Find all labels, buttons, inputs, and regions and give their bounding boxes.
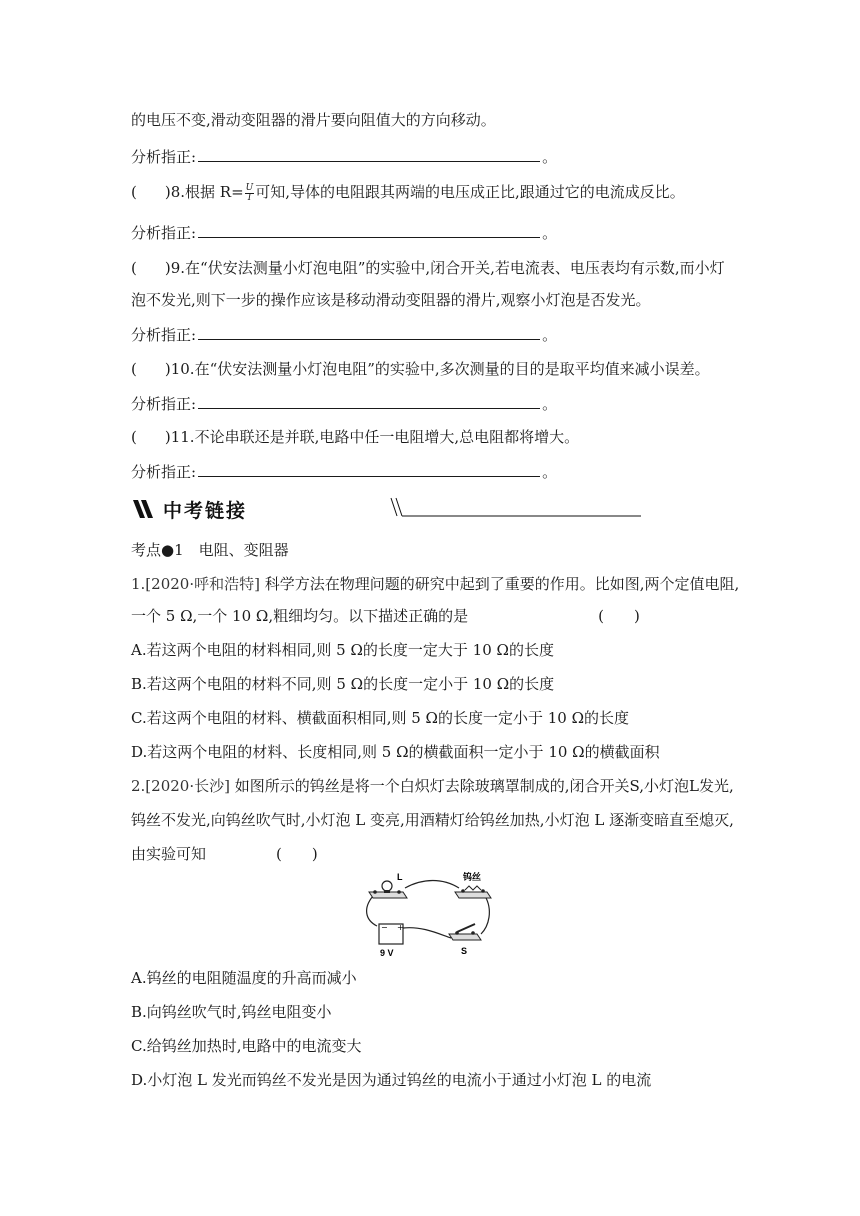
svg-text:+: +	[397, 923, 404, 932]
option-a[interactable]: A.钨丝的电阻随温度的升高而减小	[131, 969, 357, 987]
problem-1-stem: 1.[2020·呼和浩特] 科学方法在物理问题的研究中起到了重要的作用。比如图,两个定值电阻,	[131, 575, 740, 593]
section-label: 考点●1 电阻、变阻器	[131, 541, 289, 559]
question-9: ( )9.在“伏安法测量小灯泡电阻”的实验中,闭合开关,若电流表、电压表均有示数,而小灯	[131, 259, 725, 277]
problem-2-stem: 2.[2020·长沙] 如图所示的钨丝是将一个白炽灯去除玻璃罩制成的,闭合开关S,小灯泡L发光,	[131, 777, 734, 795]
option-a[interactable]: A.若这两个电阻的材料相同,则 5 Ω的长度一定大于 10 Ω的长度	[131, 641, 554, 659]
answer-blank[interactable]	[198, 222, 540, 238]
analysis-line-2: 分析指正: 。	[131, 224, 558, 242]
banner-title: 中考链接	[163, 500, 248, 522]
question-10: ( )10.在“伏安法测量小灯泡电阻”的实验中,多次测量的目的是取平均值来减小误差。	[131, 360, 710, 378]
tungsten-wire-icon	[455, 886, 491, 898]
option-b[interactable]: B.向钨丝吹气时,钨丝电阻变小	[131, 1003, 332, 1021]
problem-source: 1.[2020·呼和浩特]	[131, 575, 260, 593]
question-8: ( )8.根据 R= $\frac{U}{I}$ 可知,导体的电阻跟其两端的电压成正比,跟通过它的电流成反比。	[131, 182, 685, 203]
option-b[interactable]: B.若这两个电阻的材料不同,则 5 Ω的长度一定小于 10 Ω的长度	[131, 675, 555, 693]
problem-1-stem-2: 一个 5 Ω,一个 10 Ω,粗细均匀。以下描述正确的是 ( )	[131, 607, 640, 625]
switch-icon	[449, 924, 481, 940]
lamp-icon	[369, 881, 407, 898]
analysis-line-4: 分析指正: 。	[131, 395, 558, 413]
banner-rule-icon	[389, 496, 643, 518]
option-c[interactable]: C.给钨丝加热时,电路中的电流变大	[131, 1037, 362, 1055]
wire-label: 钨丝	[463, 873, 482, 883]
analysis-line-5: 分析指正: 。	[131, 463, 558, 481]
answer-blank[interactable]	[198, 393, 540, 409]
analysis-label: 分析指正:	[131, 148, 197, 166]
option-d[interactable]: D.若这两个电阻的材料、长度相同,则 5 Ω的横截面积一定小于 10 Ω的横截面积	[131, 743, 660, 761]
continued-text: 的电压不变,滑动变阻器的滑片要向阻值大的方向移动。	[131, 111, 496, 129]
answer-blank[interactable]	[198, 324, 540, 340]
option-d[interactable]: D.小灯泡 L 发光而钨丝不发光是因为通过钨丝的电流小于通过小灯泡 L 的电流	[131, 1071, 652, 1089]
question-9-cont: 泡不发光,则下一步的操作应该是移动滑动变阻器的滑片,观察小灯泡是否发光。	[131, 291, 651, 309]
problem-2-stem-3: 由实验可知 ( )	[131, 845, 318, 863]
formula-fraction: $\frac{U}{I}$	[245, 182, 254, 203]
question-11: ( )11.不论串联还是并联,电路中任一电阻增大,总电阻都将增大。	[131, 428, 580, 446]
answer-bracket[interactable]: ( )	[598, 607, 640, 625]
analysis-line-1: 分析指正: 。	[131, 148, 558, 166]
answer-blank[interactable]	[198, 461, 540, 477]
circuit-diagram	[363, 868, 493, 960]
lamp-label: L	[397, 872, 403, 882]
switch-label: S	[461, 946, 468, 956]
answer-bracket[interactable]: ( )	[276, 845, 318, 863]
option-c[interactable]: C.若这两个电阻的材料、横截面积相同,则 5 Ω的长度一定小于 10 Ω的长度	[131, 709, 630, 727]
section-banner	[131, 496, 521, 522]
stripe-decoration-icon	[131, 498, 159, 520]
problem-2-stem-2: 钨丝不发光,向钨丝吹气时,小灯泡 L 变亮,用酒精灯给钨丝加热,小灯泡 L 逐渐变暗直至熄灭,	[131, 811, 734, 829]
problem-source: 2.[2020·长沙]	[131, 777, 230, 795]
svg-text:−: −	[381, 923, 388, 932]
answer-blank[interactable]	[198, 146, 540, 162]
battery-label: 9 V	[380, 948, 394, 958]
analysis-line-3: 分析指正: 。	[131, 326, 558, 344]
